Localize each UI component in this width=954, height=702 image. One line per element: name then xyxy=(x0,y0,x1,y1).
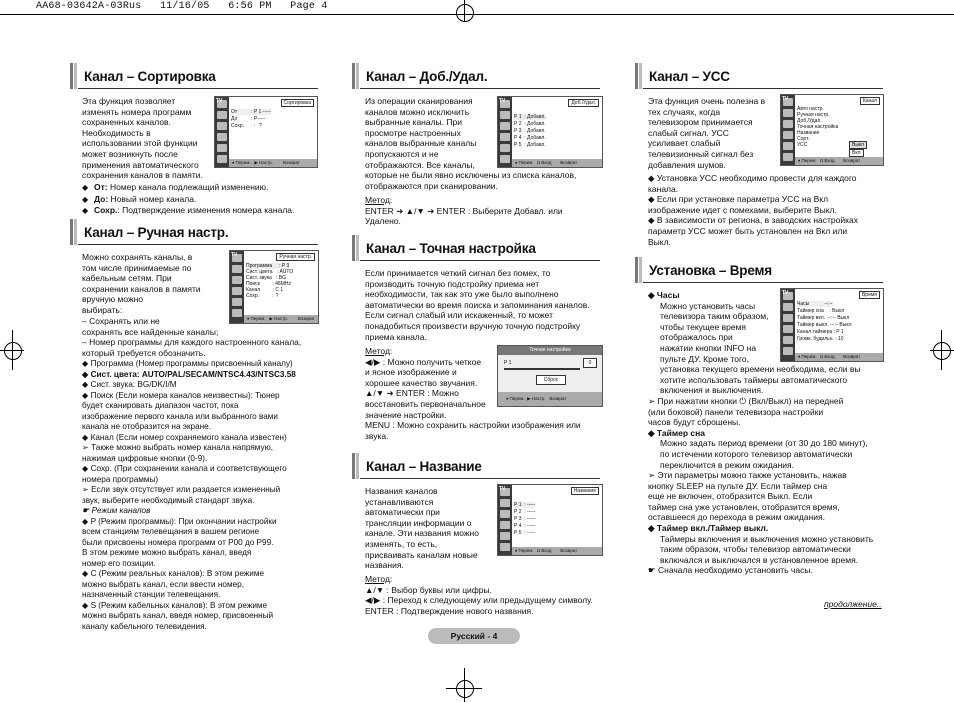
sort-bullets: ◆ От: Номер канала подлежащий изменению. ◆ До: Новый номер канала. ◆ Сохр.: Подтверждение изменения номера канала. xyxy=(82,182,295,216)
print-header: AA68-03642A-03Rus 11/16/05 6:56 PM Page 4 xyxy=(36,1,328,12)
manual-dash-list: – Сохранять или не сохранять все найденные каналы; – Номер программы для каждого настроенного канала, который требуется обозначить. xyxy=(82,316,302,358)
title-underline xyxy=(643,282,883,283)
section-title-time xyxy=(635,257,772,283)
adddel-menu-screen: TV Доб./Удал. Р 1 : Добавл. Р 2 : Добавл. Р 3 : Добавл. Р 4 : Добавл. Р 5 : Добавл. ♦ Перем. ◘ Вход Возврат xyxy=(497,96,603,168)
reg-mark xyxy=(4,342,22,360)
title-bars xyxy=(635,257,643,283)
sort-title: Канал – Сортировка xyxy=(84,68,216,84)
name-menu-screen: TV Название Р 1 : ----- Р 2 : ----- Р 3 : ----- Р 4 : ----- Р 5 : ----- ♦ Перем. ◘ Вход Возврат xyxy=(497,484,603,556)
manual-items: ◆ Программа (Номер программы присвоенный каналу) ◆ Сист. цвета: AUTO/PAL/SECAM/NTSC4.43/NTSC3.58 ◆ Сист. звука: BG/DK/I/M ◆ Поиск (Если номера каналов неизвестны): Тюнер будет сканировать диапазон частот, пока изображение первого канала или выбранного вами канала не отобразится на экране. ◆ Канал (Если номер сохраняемого канала известен) ➢ Также можно выбрать номер канала напрямую, нажимая цифровые кнопки (0-9). ◆ Сохр. (При сохранении канала и соответствующего номера программы) ➢ Если звук отсутствует или раздается измененный звук, выберите необходимый стандарт звука. ☛ Режим каналов ◆ P (Режим программы): При окончании настройки всем станциям телевещания в вашем регионе были присвоены номера программ от P00 до P99. В этом режиме можно выбрать канал, введя номер его позиции. ◆ C (Режим реальных каналов): В этом режиме можно выбрать канал, если ввести номер, назначенный станции телевещания. ◆ S (Режим кабельных каналов): В этом режиме можно выбрать канал, введя номер, присвоенный каналу кабельного телевидения. xyxy=(82,359,296,631)
title-bars xyxy=(70,219,78,245)
title-bars xyxy=(352,453,360,479)
adddel-title: Канал – Доб./Удал. xyxy=(366,68,488,84)
fine-tune-slider xyxy=(504,368,580,370)
acc-title: Канал – УСС xyxy=(649,68,730,84)
title-underline xyxy=(78,244,318,245)
acc-menu-screen: TV Канал Авто настр. Ручная настр. Доб./Удал. Точная настройка Название Сорт. УСС Выкл Вкл ♦ Перем. ◘ Вход Возврат xyxy=(780,94,884,166)
fine-title: Канал – Точная настройка xyxy=(366,240,536,256)
fine-intro: Если принимается четкий сигнал без помех, то производить точную подстройку приема нет необходимости, так как это уже было выполнено автоматически во время поиска и запоминания каналов. Если сигнал слабый или искаженный, то может понадобиться произвести вручную точную подстройку приема канала. xyxy=(365,268,590,342)
name-method: Метод: ▲/▼ : Выбор буквы или цифры. ◀/▶ : Переход к следующему или предыдущему символу. ENTER : Подтверждение нового названия. xyxy=(365,574,593,616)
page-number: Русский - 4 xyxy=(428,628,520,644)
title-underline xyxy=(78,88,318,89)
section-title-sort xyxy=(70,63,216,89)
adddel-method: Метод: ENTER ➜ ▲/▼ ➜ ENTER : Выберите Добавл. или Удалено. xyxy=(365,195,563,227)
manual-intro: Можно сохранять каналы, в том числе принимаемые по кабельным сетям. При сохранении каналов в памяти вручную можно выбирать: xyxy=(82,252,201,315)
name-title: Канал – Название xyxy=(366,458,482,474)
section-title-manual xyxy=(70,219,228,245)
acc-bullets: ◆ Установка УСС необходимо провести для каждого канала. ◆ Если при установке параметра УСС на Вкл изображение идет с помехами, выберите Выкл. ◆ В зависимости от региона, в заводских настройках параметр УСС может быть установлен на Вкл или Выкл. xyxy=(648,173,859,247)
title-underline xyxy=(643,88,883,89)
sort-menu-screen: TV Сортировка От : P 1 ----- До : P----- Сохр. : ? ♦ Перем. ▶ Настр. Возврат xyxy=(214,96,318,168)
title-underline xyxy=(360,478,600,479)
time-title: Установка – Время xyxy=(649,262,772,278)
section-title-adddel xyxy=(352,63,487,89)
acc-intro: Эта функция очень полезна в тех случаях, когда телевизором принимается слабый сигнал. УСС усиливает слабый телевизионный сигнал без добавления шумов. xyxy=(648,96,766,170)
header-rule xyxy=(0,14,954,15)
reg-mark xyxy=(933,342,951,360)
reg-mark xyxy=(456,680,474,698)
fine-tune-screen: Точная настройка P 1 0 Сброс ♦ Перем. ▶ Настр. Возврат xyxy=(497,345,603,407)
reg-mark xyxy=(456,4,474,22)
name-intro: Названия каналов устанавливаются автоматически при трансляции информации о канале. Эти названия можно изменять, то есть, присваивать каналам новые названия. xyxy=(365,486,479,571)
section-title-fine xyxy=(352,235,536,261)
time-menu-screen: TV Время Часы --:-- Таймер сна : Выкл Таймер вкл. --:-- Выкл Таймер выкл. --:-- Выкл Канал таймера : P 1 Громк. будильн. : 10 ♦ Перем. ◘ Вход Возврат xyxy=(780,288,884,362)
title-bars xyxy=(352,235,360,261)
section-title-acc xyxy=(635,63,730,89)
adddel-intro: Из операции сканирования каналов можно исключить выбранные каналы. При просмотре настроенных каналов выбранные каналы пропускаются и не отображаются. Все каналы, которые не были явно исключены из списка каналов, отображаются при сканировании. xyxy=(365,96,577,191)
title-underline xyxy=(360,260,600,261)
sort-intro: Эта функция позволяет изменять номера программ сохраненных каналов. Необходимость в использовании этой функции может возникнуть после применения автоматического сохранения каналов в памяти. xyxy=(82,96,203,181)
title-bars xyxy=(70,63,78,89)
continued-note: продолжение.. xyxy=(824,599,882,609)
time-clock: ◆ Часы Можно установить часы телевизора таким образом, чтобы текущее время отображалось при нажатии кнопки INFO на пульте ДУ. Кроме того, установка текущего времени необходима, если вы хотите использовать таймеры автоматического включения и выключения. ➢ При нажатии кнопки ⏻ (Вкл/Выкл) на передней (или боковой) панели телевизора настройки часов будут сброшены. ◆ Таймер сна Можно задать период времени (от 30 до 180 минут), по истечении которого телевизор автоматически переключится в режим ожидания. ➢ Эти параметры можно также установить, нажав кнопку SLEEP на пульте ДУ. Если таймер сна еще не включен, отобразится Выкл. Если таймер сна уже установлен, отобразится время, оставшееся до перехода в режим ожидания. ◆ Таймер вкл./Таймер выкл. Таймеры включения и выключения можно установить таким образом, чтобы телевизор автоматически включался и выключался в установленное время. ☛ Сначала необходимо установить часы. xyxy=(648,290,874,576)
manual-title: Канал – Ручная настр. xyxy=(84,224,229,240)
manual-menu-screen: TV Ручная настр. Программа : P 3 Сист. цвета : AUTO Сист. звука : BG Поиск : 48MHz Канал : C 1 Сохр. : ? ♦ Перем. ▶ Настр. Возврат xyxy=(229,250,319,324)
fine-tune-reset-button: Сброс xyxy=(536,375,566,385)
section-title-name xyxy=(352,453,482,479)
fine-method: Метод: ◀/▶ : Можно получить четкое и ясное изображение и хорошее качество звучания. ▲/▼ ➜ ENTER : Можно восстановить первоначальное значение настройки. MENU : Можно сохранить настройки изображения или звука. xyxy=(365,346,581,441)
fine-tune-title: Точная настройка xyxy=(498,346,602,355)
title-bars xyxy=(352,63,360,89)
title-bars xyxy=(635,63,643,89)
title-underline xyxy=(360,88,600,89)
